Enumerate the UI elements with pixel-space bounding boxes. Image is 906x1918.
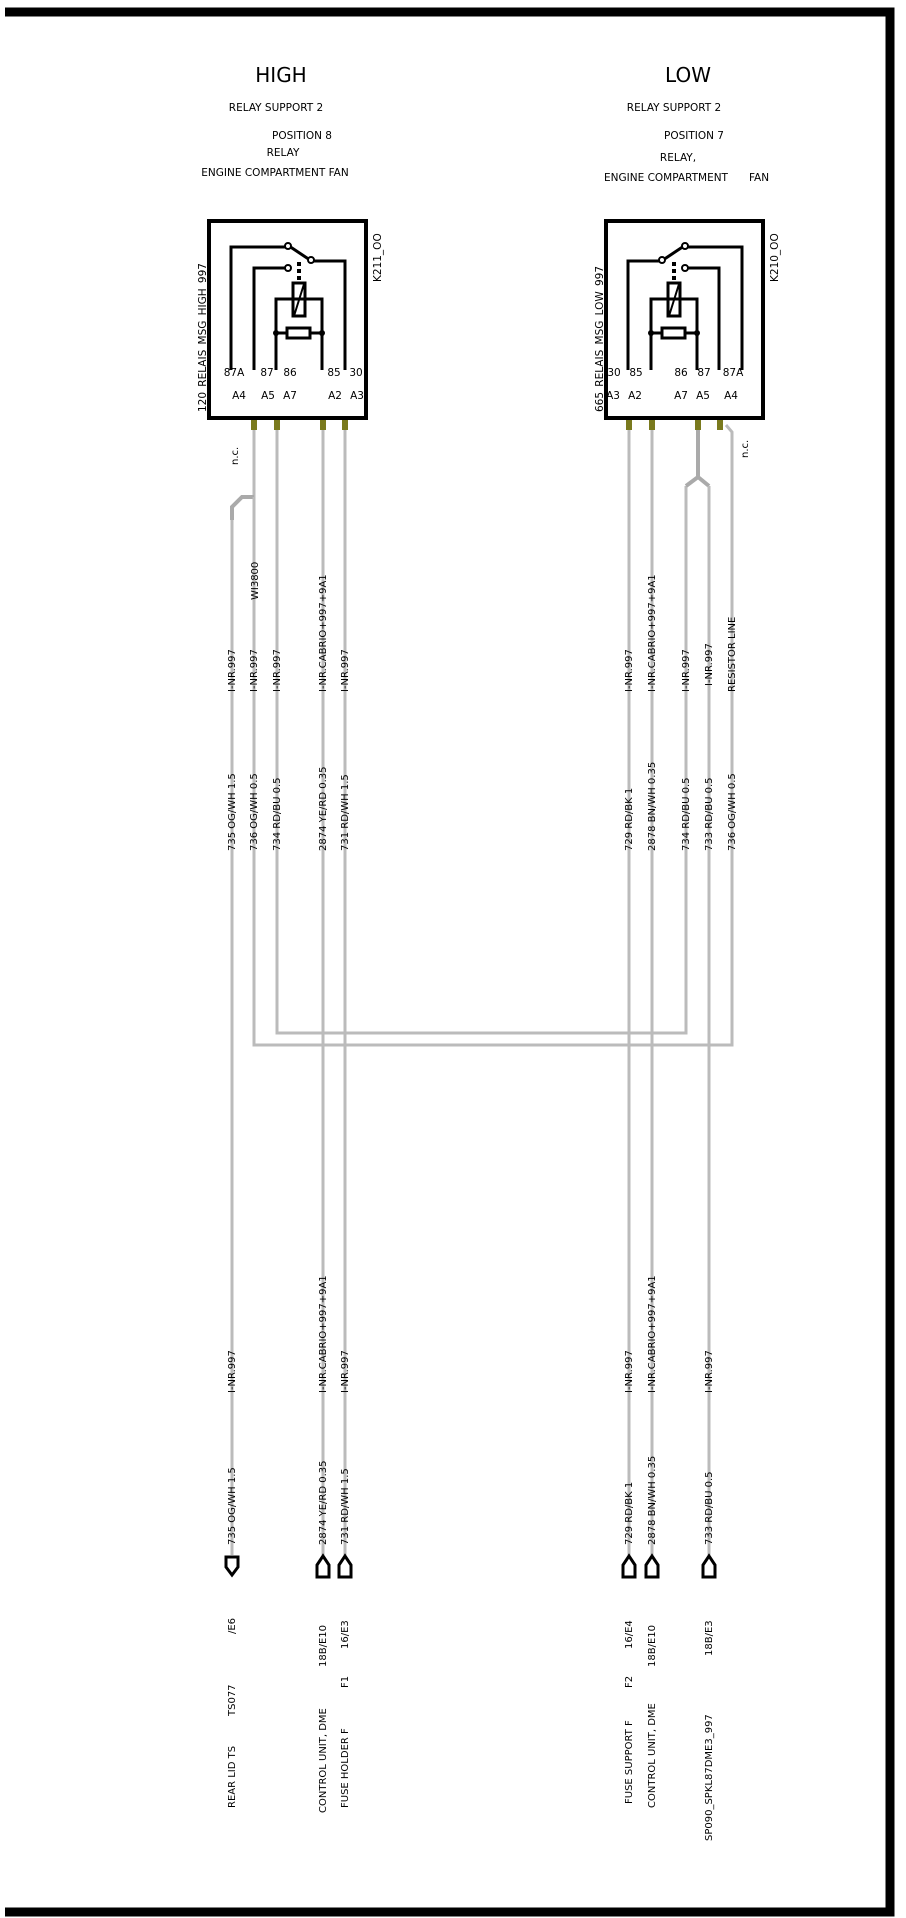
wire-734: [277, 430, 686, 1033]
wire-variant-label: I-NR.997: [704, 643, 715, 686]
wire-id-label: 2878 BN/WH 0.35: [647, 761, 658, 851]
wire-variant-label: I-NR.997: [227, 1350, 238, 1393]
wire-variant-label: I-NR.997: [624, 649, 635, 692]
relay-high-line-4: ENGINE COMPARTMENT FAN: [201, 167, 349, 179]
relay-low-contact-87a: [686, 247, 742, 370]
grid-ref: /E6: [227, 1617, 238, 1634]
relay-high-contact-87: [254, 268, 287, 370]
destination-label: REAR LID TS: [227, 1745, 238, 1808]
pin-label: 30: [349, 367, 363, 379]
wire-id-label: 733 RD/BU 0.5: [704, 777, 715, 851]
pin-label: 87: [260, 367, 274, 379]
wire-id-label: 735 OG/WH 1.5: [227, 1467, 238, 1545]
nc-note-low: n.c.: [740, 439, 751, 458]
relay-high-dot-2: [319, 330, 325, 336]
wire-id-label: 731 RD/WH 1.5: [340, 774, 351, 851]
relay-high-line-1: RELAY SUPPORT 2: [228, 102, 324, 114]
wire-id-label: 735 OG/WH 1.5: [227, 773, 238, 851]
relay-high-node-3: [308, 257, 314, 263]
wire-id-label: 731 RD/WH 1.5: [340, 1468, 351, 1545]
pin-label: 86: [283, 367, 297, 379]
pin-terminal: [251, 420, 257, 430]
pin-terminal: [626, 420, 632, 430]
destination-label: FUSE SUPPORT F: [624, 1720, 635, 1804]
relay-high-heading: HIGH: [255, 63, 307, 87]
grid-ref: 18B/E10: [647, 1625, 658, 1667]
wire-id-label: 733 RD/BU 0.5: [704, 1471, 715, 1545]
connector-male-icon: [703, 1556, 715, 1577]
connector-male-icon: [317, 1556, 329, 1577]
relay-high-box: [209, 221, 366, 418]
slot-label: A2: [628, 390, 642, 402]
relay-low: [594, 63, 781, 430]
relay-low-line-2: POSITION 7: [663, 130, 725, 142]
slot-label: A7: [283, 390, 297, 402]
destination-label: SP090_SPKL87DME3_997: [704, 1714, 715, 1841]
relay-low-line-5: FAN: [748, 172, 770, 184]
pin-label: 85: [327, 367, 341, 379]
wire-id-label: 2874 YE/RD 0.35: [318, 1460, 329, 1545]
wire-id-label: 734 RD/BU 0.5: [272, 777, 283, 851]
pin-terminal: [342, 420, 348, 430]
slot-label: A2: [328, 390, 342, 402]
relay-low-switch-arm: [663, 246, 684, 260]
pin-label: 30: [607, 367, 621, 379]
relay-high-resistor: [287, 328, 310, 338]
relay-high-pins: [224, 367, 364, 402]
slot-label: A4: [232, 390, 246, 402]
relay-low-heading: LOW: [665, 63, 711, 87]
destination-code: F2: [624, 1675, 635, 1688]
pin-terminal: [274, 420, 280, 430]
relay-low-component-id: K210_OO: [769, 233, 781, 282]
wire-variant-label: I-NR.CABRIO+997+9A1: [318, 574, 329, 692]
wire-variant-label: I-NR.997: [272, 649, 283, 692]
relay-high-contact-30: [310, 261, 345, 370]
wire-variant-label: I-NR.CABRIO+997+9A1: [318, 1275, 329, 1393]
destination-code: TS077: [227, 1684, 238, 1716]
relay-low-resistor: [662, 328, 685, 338]
slot-label: A3: [350, 390, 364, 402]
lower-wire-labels: [227, 1275, 715, 1545]
relay-high-line-3: RELAY: [266, 147, 300, 159]
relay-high-contact-87a: [231, 247, 287, 370]
slot-label: A5: [261, 390, 275, 402]
connectors: [226, 1556, 715, 1577]
slot-label: A4: [724, 390, 738, 402]
slot-label: A3: [606, 390, 620, 402]
relay-high: [197, 63, 384, 430]
relay-low-line-4: ENGINE COMPARTMENT: [604, 172, 728, 184]
upper-wire-labels: [227, 574, 738, 851]
connector-male-icon: [623, 1556, 635, 1577]
grid-ref: 16/E4: [624, 1620, 635, 1649]
slot-label: A5: [696, 390, 710, 402]
wire-id-label: 729 RD/BK 1: [624, 1481, 635, 1545]
wire-variant-label: I-NR.997: [624, 1350, 635, 1393]
relay-high-side-label: 120_RELAIS_MSG_HIGH_997: [197, 263, 209, 412]
relay-low-dot-1: [648, 330, 654, 336]
grid-ref: 18B/E10: [318, 1625, 329, 1667]
destination-label: CONTROL UNIT, DME: [318, 1708, 329, 1813]
relay-low-side-label: 665_RELAIS_MSG_LOW_997: [594, 265, 606, 412]
wire-id-label: 736 OG/WH 0.5: [249, 773, 260, 851]
relay-high-component-id: K211_OO: [372, 233, 384, 282]
pin-label: 87: [697, 367, 711, 379]
relay-low-box: [606, 221, 763, 418]
wire-variant-label: RESISTOR LINE: [727, 616, 738, 692]
destination-code: F1: [340, 1675, 351, 1688]
destination-label: FUSE HOLDER F: [340, 1728, 351, 1808]
wi-note: WI3800: [250, 561, 261, 600]
relay-high-switch-arm: [289, 246, 310, 260]
wire-variant-label: I-NR.997: [340, 649, 351, 692]
wire-736: [254, 425, 732, 1045]
wire-735-route: [232, 497, 254, 520]
wire-id-label: 729 RD/BK 1: [624, 787, 635, 851]
wire-variant-label: I-NR.CABRIO+997+9A1: [647, 574, 658, 692]
wire-id-label: 2878 BN/WH 0.35: [647, 1455, 658, 1545]
nc-note-high: n.c.: [230, 446, 241, 465]
relay-high-dot-1: [273, 330, 279, 336]
relay-low-dot-2: [694, 330, 700, 336]
grid-ref: 16/E3: [340, 1620, 351, 1649]
wire-variant-label: I-NR.997: [681, 649, 692, 692]
wire-variant-label: I-NR.997: [227, 649, 238, 692]
wire-733-fork: [686, 477, 709, 486]
wire-variant-label: I-NR.997: [340, 1350, 351, 1393]
relay-high-line-2: POSITION 8: [271, 130, 333, 142]
relay-low-contact-87: [686, 268, 719, 370]
pin-terminal: [695, 420, 701, 430]
wire-id-label: 2874 YE/RD 0.35: [318, 766, 329, 851]
relay-low-node-1: [682, 243, 688, 249]
pin-label: 85: [629, 367, 643, 379]
page-frame: [5, 12, 890, 1912]
relay-low-line-3: RELAY,: [659, 152, 697, 164]
pin-terminal: [717, 420, 723, 430]
wire-variant-label: I-NR.997: [704, 1350, 715, 1393]
relay-low-node-2: [682, 265, 688, 271]
relay-low-pins: [606, 367, 744, 402]
destinations: [227, 1618, 715, 1841]
pin-terminal: [649, 420, 655, 430]
destination-label: CONTROL UNIT, DME: [647, 1703, 658, 1808]
pin-label: 87A: [223, 367, 245, 379]
pin-label: 86: [674, 367, 688, 379]
connector-male-icon: [646, 1556, 658, 1577]
relay-high-node-1: [285, 243, 291, 249]
wire-id-label: 734 RD/BU 0.5: [681, 777, 692, 851]
pin-label: 87A: [722, 367, 744, 379]
grid-ref: 18B/E3: [704, 1620, 715, 1656]
wire-id-label: 736 OG/WH 0.5: [727, 773, 738, 851]
pin-terminal: [320, 420, 326, 430]
relay-high-node-2: [285, 265, 291, 271]
wire-variant-label: I-NR.CABRIO+997+9A1: [647, 1275, 658, 1393]
slot-label: A7: [674, 390, 688, 402]
relay-low-line-1: RELAY SUPPORT 2: [626, 102, 722, 114]
wire-variant-label: I-NR.997: [249, 649, 260, 692]
relay-low-contact-30: [628, 261, 663, 370]
connector-male-icon: [339, 1556, 351, 1577]
connector-female-icon: [226, 1557, 238, 1575]
relay-low-node-3: [659, 257, 665, 263]
